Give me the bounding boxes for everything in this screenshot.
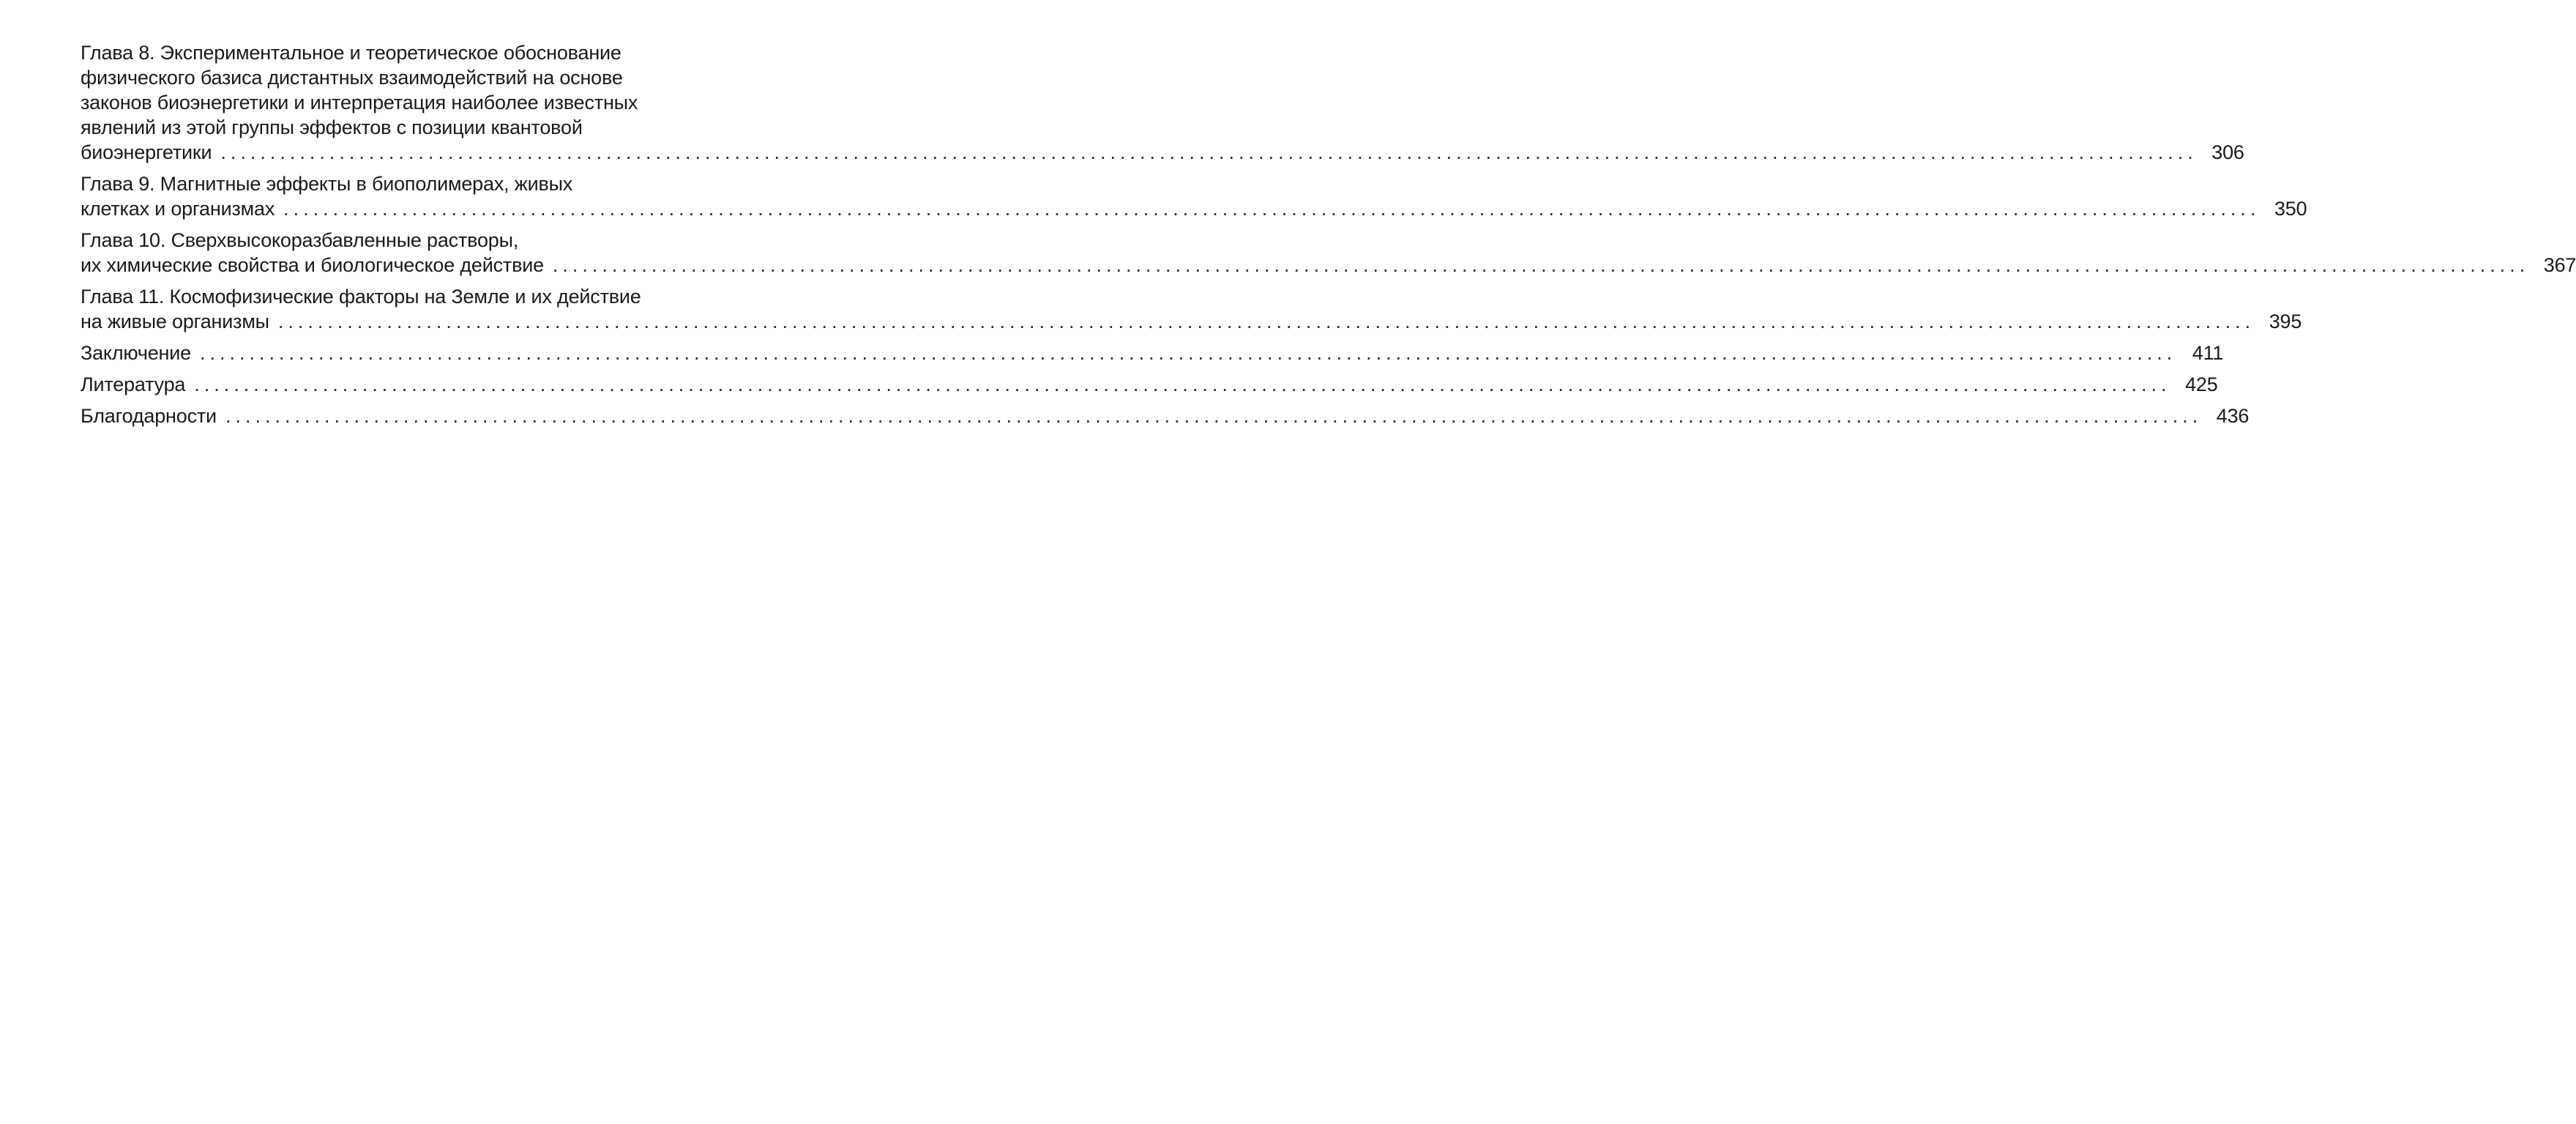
dot-leader: ........................................................................................................................................................................................................: [283, 198, 2260, 220]
toc-page-number: 395: [2269, 310, 2302, 332]
toc-entry-literature: [81, 372, 2218, 397]
toc-page-number: 367: [2543, 254, 2576, 276]
toc-entry-title-end: их химические свойства и биологическое действие: [81, 254, 544, 276]
dot-leader: ........................................................................................................................................................................................................: [199, 342, 2177, 364]
toc-entry-chapter-10: [81, 228, 2576, 278]
toc-page-number: 350: [2274, 198, 2307, 220]
toc-entry-chapter-8: [81, 40, 2244, 165]
toc-entry-title-end: Благодарности: [81, 405, 217, 427]
toc-entry-last-line: [81, 372, 2218, 397]
toc-entry-last-line: [81, 140, 2244, 165]
dot-leader: ........................................................................................................................................................................................................: [552, 254, 2530, 276]
toc-entry-last-line: [81, 403, 2250, 428]
table-of-contents: [81, 40, 2576, 435]
toc-entry-chapter-11: [81, 284, 2302, 334]
toc-entry-title-end: клетках и организмах: [81, 198, 275, 220]
toc-entry-line: физического базиса дистантных взаимодействий на основе: [81, 67, 623, 89]
toc-entry-chapter-9: [81, 171, 2307, 221]
toc-entry-line: Глава 8. Экспериментальное и теоретическое обоснование: [81, 42, 621, 64]
toc-entry-last-line: [81, 340, 2224, 365]
toc-page-number: 306: [2211, 141, 2244, 163]
toc-page-number: 411: [2192, 342, 2224, 364]
dot-leader: ........................................................................................................................................................................................................: [194, 373, 2171, 395]
toc-entry-line: явлений из этой группы эффектов с позиции квантовой: [81, 116, 583, 138]
toc-entry-last-line: [81, 309, 2302, 334]
toc-entry-title-end: Литература: [81, 373, 186, 395]
toc-entry-last-line: [81, 196, 2307, 221]
toc-entry-acknowledgements: [81, 403, 2250, 428]
toc-entry-line: Глава 9. Магнитные эффекты в биополимерах, живых: [81, 173, 573, 195]
toc-entry-line: Глава 10. Сверхвысокоразбавленные растворы,: [81, 229, 519, 251]
toc-entry-line: законов биоэнергетики и интерпретация наиболее известных: [81, 92, 638, 113]
toc-page-number: 436: [2216, 405, 2250, 427]
dot-leader: ........................................................................................................................................................................................................: [225, 405, 2203, 427]
toc-page-number: 425: [2185, 373, 2218, 395]
toc-entry-conclusion: [81, 340, 2224, 365]
toc-entry-title-end: биоэнергетики: [81, 141, 212, 163]
toc-entry-last-line: [81, 253, 2576, 278]
toc-entry-line: Глава 11. Космофизические факторы на Земле и их действие: [81, 286, 641, 308]
toc-entry-title-end: Заключение: [81, 342, 191, 364]
dot-leader: ........................................................................................................................................................................................................: [220, 141, 2198, 163]
dot-leader: ........................................................................................................................................................................................................: [277, 310, 2255, 332]
toc-entry-title-end: на живые организмы: [81, 310, 269, 332]
